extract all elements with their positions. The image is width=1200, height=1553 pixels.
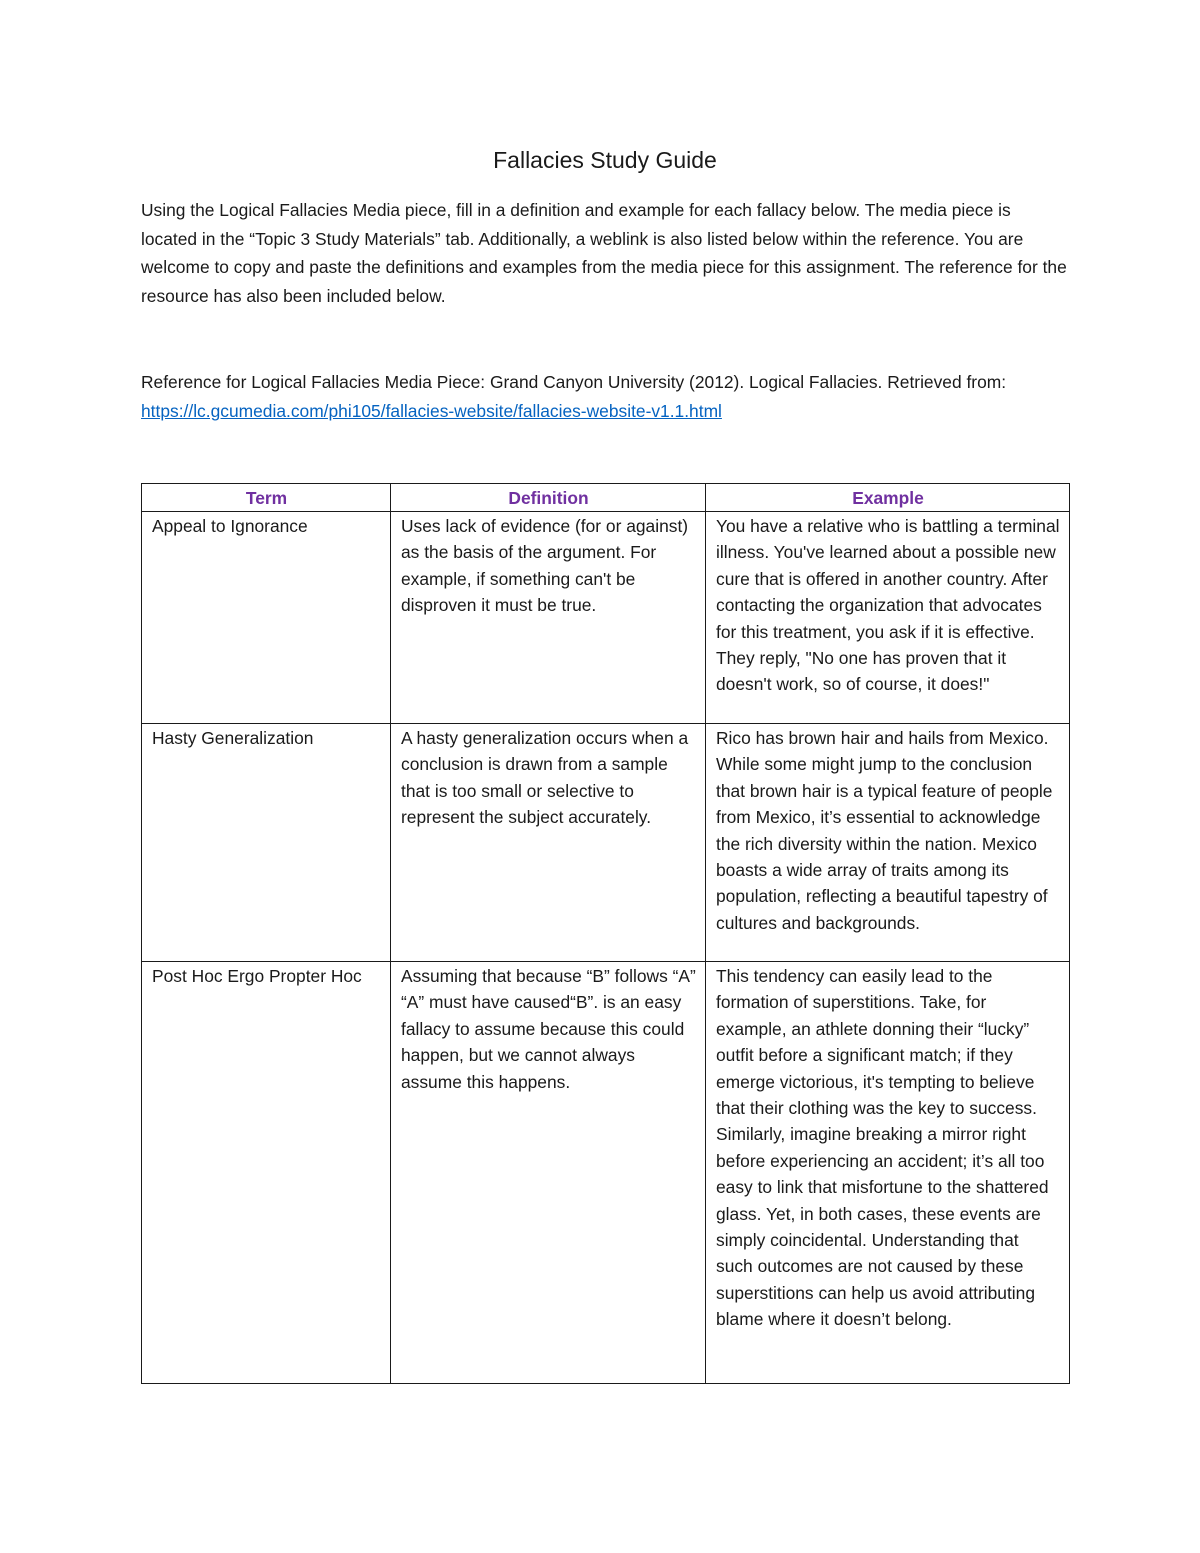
table-row: [142, 512, 1070, 724]
document-page: [141, 140, 1069, 1330]
term-cell: Post Hoc Ergo Propter Hoc: [142, 962, 391, 1384]
header-term: Term: [142, 484, 391, 512]
definition-cell: Assuming that because “B” follows “A” “A” must have caused“B”. is an easy fallacy to assume because this could happen, but we cannot always assume this happens.: [391, 962, 706, 1384]
term-cell: Hasty Generalization: [142, 724, 391, 962]
table-row: [142, 962, 1070, 1384]
table-header-row: [142, 484, 1070, 512]
definition-cell: A hasty generalization occurs when a conclusion is drawn from a sample that is too small or selective to represent the subject accurately.: [391, 724, 706, 962]
header-example: Example: [706, 484, 1070, 512]
example-cell: You have a relative who is battling a terminal illness. You've learned about a possible new cure that is offered in another country. After contacting the organization that advocates for this treatment, you ask if it is effective. They reply, "No one has proven that it doesn't work, so of course, it does!": [706, 512, 1070, 724]
example-cell: This tendency can easily lead to the formation of superstitions. Take, for example, an athlete donning their “lucky” outfit before a significant match; if they emerge victorious, it's tempting to believe that their clothing was the key to success. Similarly, imagine breaking a mirror right before experiencing an accident; it’s all too easy to link that misfortune to the shattered glass. Yet, in both cases, these events are simply coincidental. Understanding that such outcomes are not caused by these superstitions can help us avoid attributing blame where it doesn’t belong.: [706, 962, 1070, 1384]
term-cell: Appeal to Ignorance: [142, 512, 391, 724]
intro-paragraph: Using the Logical Fallacies Media piece, fill in a definition and example for each fallacy below. The media piece is located in the “Topic 3 Study Materials” tab. Additionally, a weblink is also listed below within the reference. You are welcome to copy and paste the definitions and examples from the media piece for this assignment. The reference for the resource has also been included below.: [141, 200, 1067, 306]
reference-paragraph: [141, 368, 1069, 425]
definition-cell: Uses lack of evidence (for or against) as the basis of the argument. For example, if something can't be disproven it must be true.: [391, 512, 706, 724]
header-definition: Definition: [391, 484, 706, 512]
fallacies-table: [141, 483, 1070, 1384]
example-cell: Rico has brown hair and hails from Mexico. While some might jump to the conclusion that brown hair is a typical feature of people from Mexico, it’s essential to acknowledge the rich diversity within the nation. Mexico boasts a wide array of traits among its population, reflecting a beautiful tapestry of cultures and backgrounds.: [706, 724, 1070, 962]
reference-text: Reference for Logical Fallacies Media Piece: Grand Canyon University (2012). Logical Fallacies. Retrieved from:: [141, 372, 1007, 393]
table-row: [142, 724, 1070, 962]
document-title: Fallacies Study Guide: [493, 147, 717, 173]
reference-link[interactable]: https://lc.gcumedia.com/phi105/fallacies-website/fallacies-website-v1.1.html: [141, 400, 722, 421]
